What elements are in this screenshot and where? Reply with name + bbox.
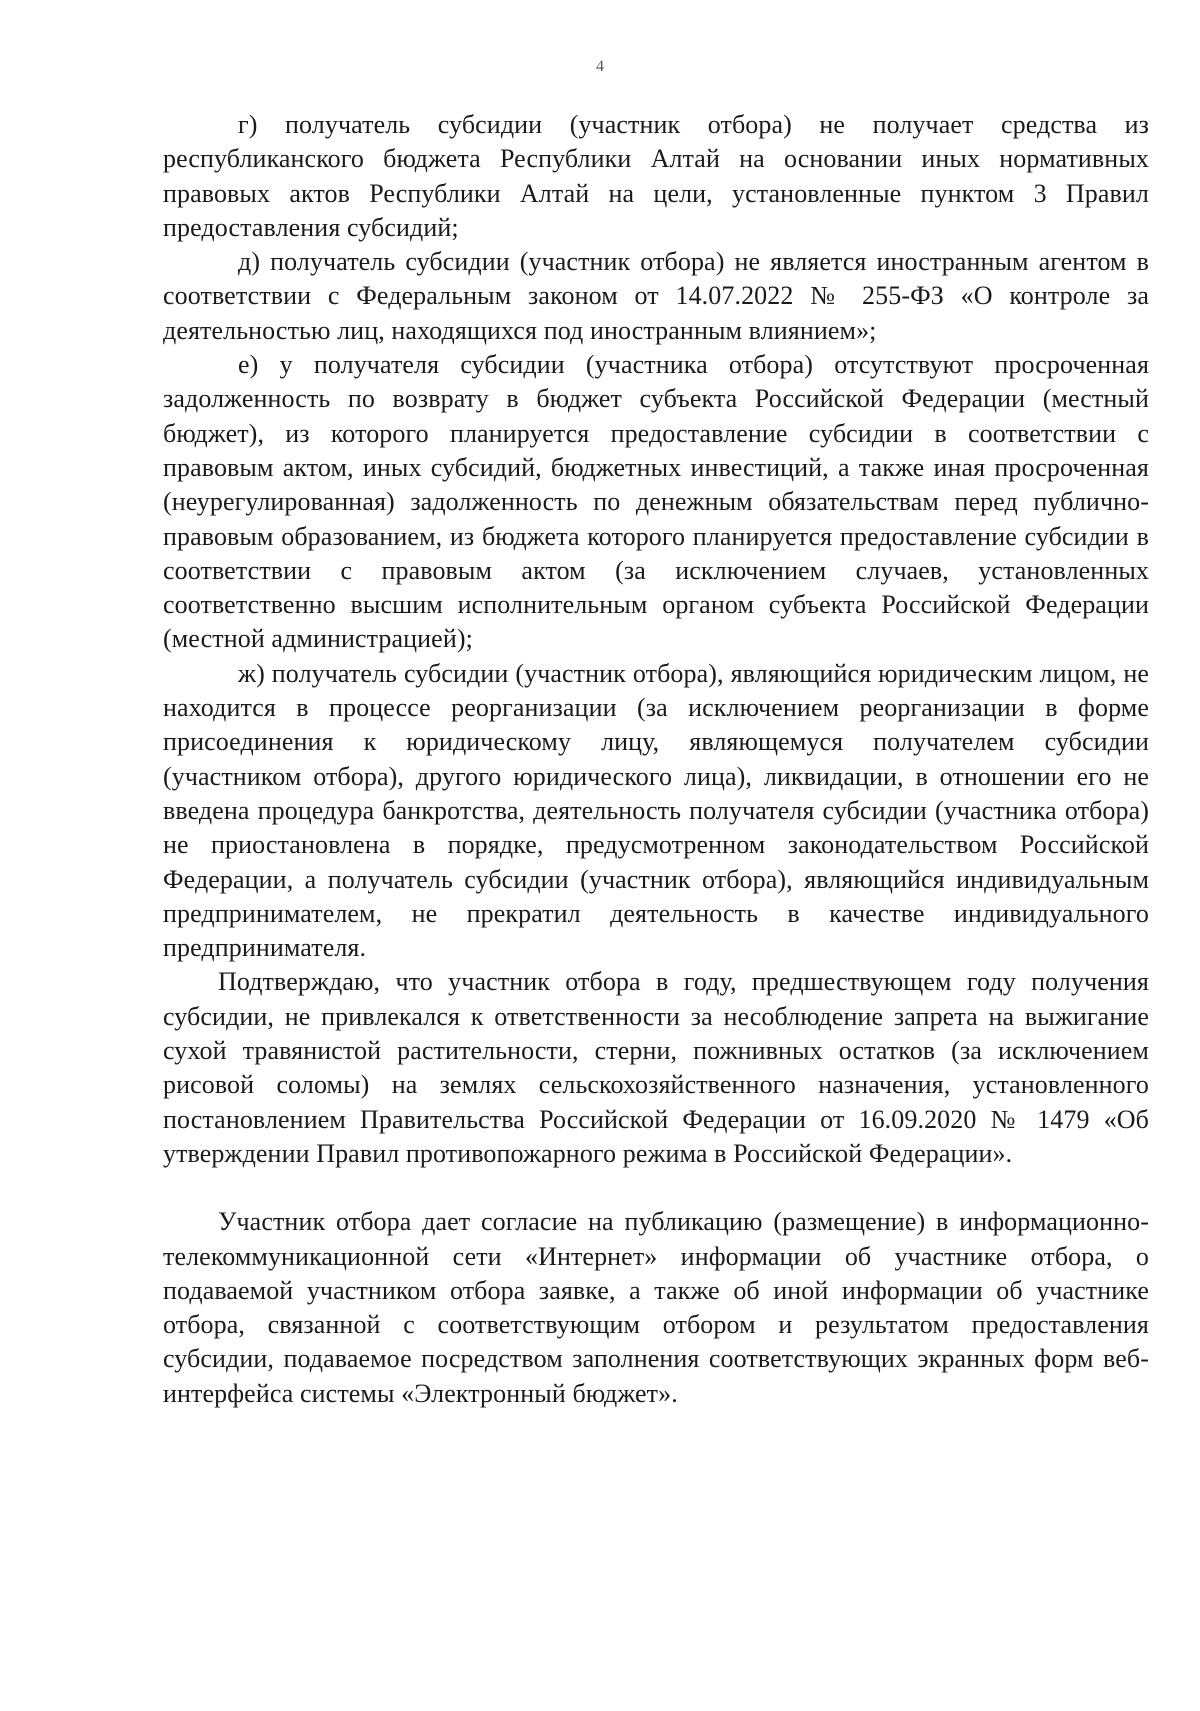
paragraph-g: г) получатель субсидии (участник отбора) не получает средства из республиканского бюджета Республики Алтай на основании иных нормативных правовых актов Республики Алтай на цели, установленные пунктом 3 Правил предоставления субсидий; [163,110,1149,242]
page-number: 4 [596,58,604,75]
paragraph-zh: ж) получатель субсидии (участник отбора), являющийся юридическим лицом, не находится в процессе реорганизации (за исключением реорганизации в форме присоединения к юридическому лицу, являющемуся получателем субсидии (участником отбора), другого юридического лица), ликвидации, в отношении его не введена процедура банкротства, деятельность получателя субсидии (участника отбора) не приостановлена в порядке, предусмотренном законодательством Российской Федерации, а получатель субсидии (участник отбора), являющийся индивидуальным предпринимателем, не прекратил деятельность в качестве индивидуального предпринимателя. [163,658,1149,963]
paragraph-e: е) у получателя субсидии (участника отбора) отсутствуют просроченная задолженность по возврату в бюджет субъекта Российской Федерации (местный бюджет), из которого планируется предоставление субсидии в соответствии с правовым актом, иных субсидий, бюджетных инвестиций, а также иная просроченная (неурегулированная) задолженность по денежным обязательствам перед публично-правовым образованием, из бюджета которого планируется предоставление субсидии в соответствии с правовым актом (за исключением случаев, установленных соответственно высшим исполнительным органом субъекта Российской Федерации (местной администрацией); [163,350,1149,654]
paragraph-confirmation: Подтверждаю, что участник отбора в году, предшествующем году получения субсидии, не привлекался к ответственности за несоблюдение запрета на выжигание сухой травянистой растительности, стерни, пожнивных остатков (за исключением рисовой соломы) на землях сельскохозяйственного назначения, установленного постановлением Правительства Российской Федерации от 16.09.2020 № 1479 «Об утверждении Правил противопожарного режима в Российской Федерации». [163,967,1149,1168]
paragraph-consent: Участник отбора дает согласие на публикацию (размещение) в информационно-телекоммуникационной сети «Интернет» информации об участнике отбора, о подаваемой участником отбора заявке, а также об иной информации об участнике отбора, связанной с соответствующим отбором и результатом предоставления субсидии, подаваемое посредством заполнения соответствующих экранных форм веб-интерфейса системы «Электронный бюджет». [163,1207,1149,1408]
document-body [163,108,1149,1411]
paragraph-d: д) получатель субсидии (участник отбора) не является иностранным агентом в соответствии с Федеральным законом от 14.07.2022 № 255-ФЗ «О контроле за деятельностью лиц, находящихся под иностранным влиянием»; [163,247,1149,345]
